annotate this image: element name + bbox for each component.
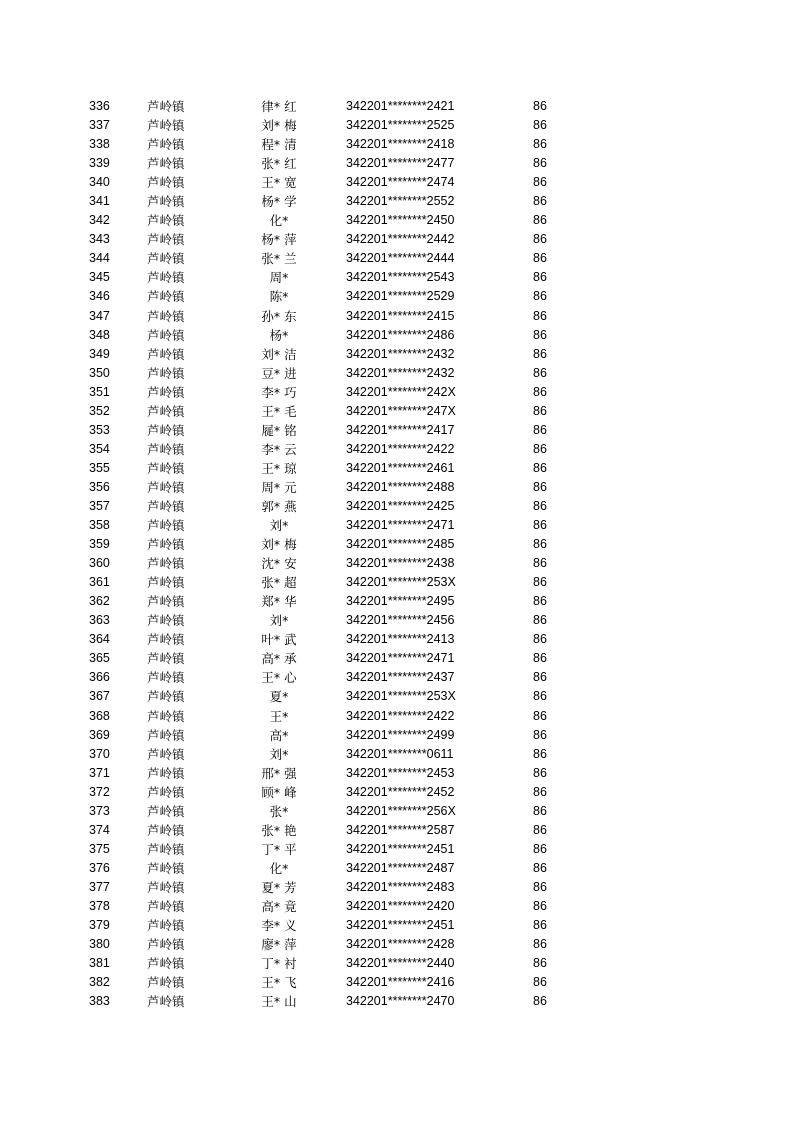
name-cell: 杨* [269,327,289,343]
name-cell: 丁* 衬 [261,956,297,972]
score-cell: 86 [533,384,547,399]
town-cell: 芦岭镇 [147,841,185,857]
row-number: 364 [89,632,110,647]
score-cell: 86 [533,956,547,971]
id-number-cell: 342201********2486 [346,327,455,342]
id-number-cell: 342201********256X [346,803,456,818]
town-cell: 芦岭镇 [147,746,185,762]
id-number-cell: 342201********2450 [346,213,455,228]
town-cell: 芦岭镇 [147,251,185,267]
table-row [0,364,793,383]
id-number-cell: 342201********253X [346,689,456,704]
score-cell: 86 [533,156,547,171]
id-number-cell: 342201********2438 [346,556,455,571]
score-cell: 86 [533,994,547,1009]
town-cell: 芦岭镇 [147,327,185,343]
row-number: 347 [89,308,110,323]
id-number-cell: 342201********2587 [346,822,455,837]
row-number: 341 [89,194,110,209]
table-row [0,649,793,668]
id-number-cell: 342201********2432 [346,346,455,361]
row-number: 359 [89,537,110,552]
table-row [0,859,793,878]
town-cell: 芦岭镇 [147,937,185,953]
town-cell: 芦岭镇 [147,918,185,934]
name-cell: 张* 超 [261,575,297,591]
row-number: 365 [89,651,110,666]
row-number: 361 [89,575,110,590]
score-cell: 86 [533,251,547,266]
score-cell: 86 [533,137,547,152]
name-cell: 化* [269,213,289,229]
name-cell: 杨* 萍 [261,232,297,248]
id-number-cell: 342201********2432 [346,365,455,380]
row-number: 351 [89,384,110,399]
id-number-cell: 342201********2461 [346,460,455,475]
row-number: 374 [89,822,110,837]
row-number: 340 [89,175,110,190]
town-cell: 芦岭镇 [147,689,185,705]
name-cell: 陈* [269,289,289,305]
table-row [0,592,793,611]
score-cell: 86 [533,270,547,285]
table-row [0,287,793,306]
id-number-cell: 342201********2451 [346,841,455,856]
score-cell: 86 [533,689,547,704]
table-row [0,135,793,154]
id-number-cell: 342201********2456 [346,613,455,628]
table-row [0,516,793,535]
name-cell: 屣* 铭 [261,422,297,438]
score-cell: 86 [533,879,547,894]
town-cell: 芦岭镇 [147,651,185,667]
score-cell: 86 [533,441,547,456]
table-row [0,668,793,687]
name-cell: 律* 红 [261,99,297,114]
score-cell: 86 [533,232,547,247]
row-number: 376 [89,860,110,875]
score-cell: 86 [533,365,547,380]
name-cell: 郑* 华 [261,594,297,610]
row-number: 366 [89,670,110,685]
id-number-cell: 342201********2417 [346,422,455,437]
id-number-cell: 342201********2499 [346,727,455,742]
row-number: 382 [89,975,110,990]
score-cell: 86 [533,422,547,437]
row-number: 355 [89,460,110,475]
score-cell: 86 [533,498,547,513]
table-row [0,878,793,897]
table-row [0,611,793,630]
table-row [0,154,793,173]
table-row [0,192,793,211]
table-row [0,897,793,916]
table-row [0,573,793,592]
row-number: 367 [89,689,110,704]
table-row [0,821,793,840]
table-row [0,173,793,192]
id-number-cell: 342201********2437 [346,670,455,685]
id-number-cell: 342201********2525 [346,118,455,133]
score-cell: 86 [533,765,547,780]
name-cell: 叶* 武 [261,632,297,648]
name-cell: 张* 艳 [261,822,297,838]
score-cell: 86 [533,746,547,761]
name-cell: 王* [269,708,289,724]
town-cell: 芦岭镇 [147,632,185,648]
score-cell: 86 [533,175,547,190]
name-cell: 化* [269,860,289,876]
row-number: 342 [89,213,110,228]
town-cell: 芦岭镇 [147,194,185,210]
town-cell: 芦岭镇 [147,232,185,248]
town-cell: 芦岭镇 [147,460,185,476]
town-cell: 芦岭镇 [147,365,185,381]
id-number-cell: 342201********242X [346,384,456,399]
score-cell: 86 [533,784,547,799]
table-row [0,268,793,287]
score-cell: 86 [533,613,547,628]
name-cell: 李* 巧 [261,384,297,400]
name-cell: 沈* 安 [261,556,297,572]
table-row [0,497,793,516]
name-cell: 顾* 峰 [261,784,297,800]
table-row [0,97,793,116]
town-cell: 芦岭镇 [147,803,185,819]
score-cell: 86 [533,118,547,133]
table-row [0,935,793,954]
table-row [0,230,793,249]
name-cell: 邢* 强 [261,765,297,781]
town-cell: 芦岭镇 [147,289,185,305]
row-number: 377 [89,879,110,894]
score-cell: 86 [533,898,547,913]
name-cell: 高* 竟 [261,898,297,914]
town-cell: 芦岭镇 [147,441,185,457]
table-row [0,554,793,573]
score-cell: 86 [533,327,547,342]
table-row [0,745,793,764]
town-cell: 芦岭镇 [147,479,185,495]
score-cell: 86 [533,803,547,818]
id-number-cell: 342201********253X [346,575,456,590]
id-number-cell: 342201********2421 [346,99,455,113]
row-number: 378 [89,898,110,913]
id-number-cell: 342201********2488 [346,479,455,494]
score-cell: 86 [533,918,547,933]
name-cell: 刘* 梅 [261,537,297,553]
town-cell: 芦岭镇 [147,384,185,400]
town-cell: 芦岭镇 [147,670,185,686]
table-row [0,478,793,497]
town-cell: 芦岭镇 [147,518,185,534]
table-row [0,802,793,821]
row-number: 368 [89,708,110,723]
table-row [0,249,793,268]
table-row [0,707,793,726]
town-cell: 芦岭镇 [147,822,185,838]
id-number-cell: 342201********2552 [346,194,455,209]
id-number-cell: 342201********2487 [346,860,455,875]
id-number-cell: 342201********2418 [346,137,455,152]
name-cell: 周* [269,270,289,286]
name-cell: 夏* [269,689,289,705]
town-cell: 芦岭镇 [147,346,185,362]
row-number: 356 [89,479,110,494]
town-cell: 芦岭镇 [147,727,185,743]
id-number-cell: 342201********2477 [346,156,455,171]
town-cell: 芦岭镇 [147,537,185,553]
town-cell: 芦岭镇 [147,860,185,876]
row-number: 354 [89,441,110,456]
row-number: 348 [89,327,110,342]
row-number: 345 [89,270,110,285]
name-cell: 高* 承 [261,651,297,667]
town-cell: 芦岭镇 [147,422,185,438]
town-cell: 芦岭镇 [147,403,185,419]
score-cell: 86 [533,975,547,990]
score-cell: 86 [533,403,547,418]
name-cell: 周* 元 [261,479,297,495]
town-cell: 芦岭镇 [147,708,185,724]
row-number: 362 [89,594,110,609]
row-number: 360 [89,556,110,571]
name-cell: 豆* 进 [261,365,297,381]
name-cell: 程* 清 [261,137,297,153]
table-row [0,973,793,992]
row-number: 350 [89,365,110,380]
table-row [0,687,793,706]
table-row [0,954,793,973]
row-number: 371 [89,765,110,780]
name-cell: 王* 山 [261,994,297,1010]
row-number: 339 [89,156,110,171]
town-cell: 芦岭镇 [147,613,185,629]
score-cell: 86 [533,937,547,952]
score-cell: 86 [533,556,547,571]
name-cell: 高* [269,727,289,743]
name-cell: 王* 宽 [261,175,297,191]
town-cell: 芦岭镇 [147,498,185,514]
score-cell: 86 [533,289,547,304]
town-cell: 芦岭镇 [147,308,185,324]
score-cell: 86 [533,575,547,590]
name-cell: 张* 红 [261,156,297,172]
score-cell: 86 [533,460,547,475]
name-cell: 夏* 芳 [261,879,297,895]
table-row [0,916,793,935]
score-cell: 86 [533,99,547,113]
town-cell: 芦岭镇 [147,137,185,153]
score-cell: 86 [533,594,547,609]
name-cell: 张* 兰 [261,251,297,267]
id-number-cell: 342201********0611 [346,746,454,761]
score-cell: 86 [533,518,547,533]
score-cell: 86 [533,860,547,875]
id-number-cell: 342201********2440 [346,956,455,971]
table-row [0,459,793,478]
table-row [0,307,793,326]
score-cell: 86 [533,632,547,647]
table-row [0,116,793,135]
id-number-cell: 342201********2413 [346,632,455,647]
town-cell: 芦岭镇 [147,556,185,572]
data-table [0,97,793,1011]
row-number: 363 [89,613,110,628]
id-number-cell: 342201********2422 [346,441,455,456]
table-row [0,535,793,554]
town-cell: 芦岭镇 [147,213,185,229]
row-number: 372 [89,784,110,799]
row-number: 375 [89,841,110,856]
name-cell: 王* 心 [261,670,297,686]
row-number: 373 [89,803,110,818]
row-number: 381 [89,956,110,971]
row-number: 370 [89,746,110,761]
id-number-cell: 342201********2444 [346,251,455,266]
name-cell: 廖* 萍 [261,937,297,953]
name-cell: 郭* 燕 [261,498,297,514]
row-number: 358 [89,518,110,533]
table-row [0,345,793,364]
score-cell: 86 [533,537,547,552]
town-cell: 芦岭镇 [147,975,185,991]
score-cell: 86 [533,841,547,856]
name-cell: 李* 义 [261,918,297,934]
row-number: 383 [89,994,110,1009]
id-number-cell: 342201********2453 [346,765,455,780]
name-cell: 张* [269,803,289,819]
table-row [0,402,793,421]
name-cell: 李* 云 [261,441,297,457]
name-cell: 刘* [269,518,289,534]
score-cell: 86 [533,708,547,723]
id-number-cell: 342201********2452 [346,784,455,799]
town-cell: 芦岭镇 [147,765,185,781]
score-cell: 86 [533,651,547,666]
row-number: 336 [89,99,110,113]
row-number: 337 [89,118,110,133]
town-cell: 芦岭镇 [147,898,185,914]
town-cell: 芦岭镇 [147,118,185,134]
id-number-cell: 342201********2420 [346,898,455,913]
id-number-cell: 342201********2474 [346,175,455,190]
score-cell: 86 [533,308,547,323]
id-number-cell: 342201********2471 [346,651,455,666]
name-cell: 刘* [269,746,289,762]
row-number: 380 [89,937,110,952]
id-number-cell: 342201********2483 [346,879,455,894]
town-cell: 芦岭镇 [147,956,185,972]
name-cell: 王* 琼 [261,460,297,476]
id-number-cell: 342201********2451 [346,918,455,933]
table-row [0,764,793,783]
table-row [0,440,793,459]
row-number: 338 [89,137,110,152]
name-cell: 王* 毛 [261,403,297,419]
table-row [0,326,793,345]
id-number-cell: 342201********2470 [346,994,455,1009]
town-cell: 芦岭镇 [147,575,185,591]
town-cell: 芦岭镇 [147,99,185,114]
row-number: 352 [89,403,110,418]
score-cell: 86 [533,727,547,742]
row-number: 357 [89,498,110,513]
table-row [0,630,793,649]
table-row [0,783,793,802]
id-number-cell: 342201********2422 [346,708,455,723]
id-number-cell: 342201********2529 [346,289,455,304]
id-number-cell: 342201********2543 [346,270,455,285]
table-row [0,840,793,859]
town-cell: 芦岭镇 [147,270,185,286]
id-number-cell: 342201********2471 [346,518,455,533]
row-number: 369 [89,727,110,742]
id-number-cell: 342201********2425 [346,498,455,513]
id-number-cell: 342201********2428 [346,937,455,952]
row-number: 346 [89,289,110,304]
table-row [0,383,793,402]
name-cell: 王* 飞 [261,975,297,991]
id-number-cell: 342201********2485 [346,537,455,552]
town-cell: 芦岭镇 [147,175,185,191]
name-cell: 刘* 梅 [261,118,297,134]
town-cell: 芦岭镇 [147,994,185,1010]
id-number-cell: 342201********2495 [346,594,455,609]
name-cell: 刘* [269,613,289,629]
score-cell: 86 [533,670,547,685]
table-row [0,992,793,1011]
town-cell: 芦岭镇 [147,594,185,610]
row-number: 344 [89,251,110,266]
row-number: 353 [89,422,110,437]
id-number-cell: 342201********2415 [346,308,455,323]
town-cell: 芦岭镇 [147,156,185,172]
row-number: 379 [89,918,110,933]
name-cell: 杨* 学 [261,194,297,210]
id-number-cell: 342201********247X [346,403,456,418]
id-number-cell: 342201********2442 [346,232,455,247]
town-cell: 芦岭镇 [147,879,185,895]
score-cell: 86 [533,213,547,228]
name-cell: 刘* 洁 [261,346,297,362]
score-cell: 86 [533,346,547,361]
name-cell: 丁* 平 [261,841,297,857]
score-cell: 86 [533,194,547,209]
name-cell: 孙* 东 [261,308,297,324]
town-cell: 芦岭镇 [147,784,185,800]
score-cell: 86 [533,822,547,837]
row-number: 343 [89,232,110,247]
table-row [0,211,793,230]
id-number-cell: 342201********2416 [346,975,455,990]
table-row [0,726,793,745]
score-cell: 86 [533,479,547,494]
row-number: 349 [89,346,110,361]
table-row [0,421,793,440]
